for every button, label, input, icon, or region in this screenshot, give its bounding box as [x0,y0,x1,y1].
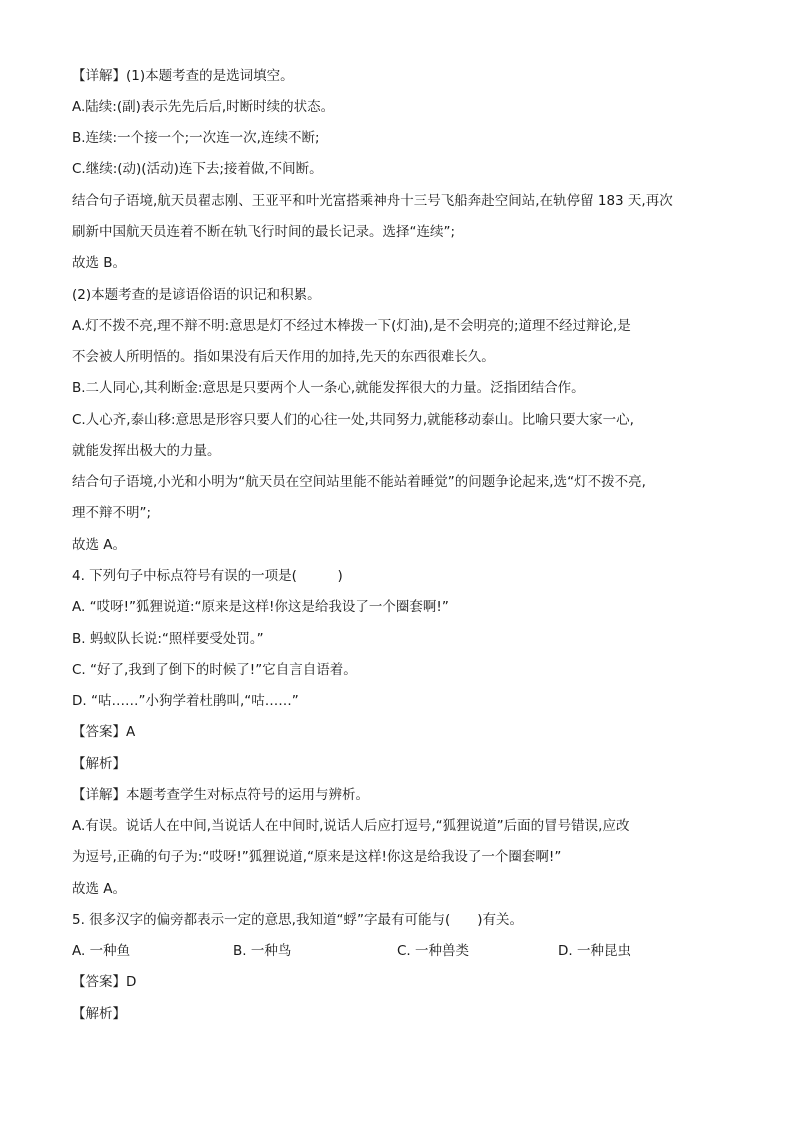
option-b-explanation: B.连续:一个接一个;一次连一次,连续不断; [72,130,320,146]
question-4-option-c: C. “好了,我到了倒下的时候了!”它自言自语着。 [72,662,357,678]
proverb-a-line-1: A.灯不拨不亮,理不辩不明:意思是灯不经过木棒拨一下(灯油),是不会明亮的;道理不经过辩论,是 [72,318,631,334]
question-5-option-c: C. 一种兽类 [397,943,470,959]
question-4-option-b: B. 蚂蚁队长说:“照样要受处罚。” [72,631,264,647]
answer-choice-1: 故选 B。 [72,255,127,271]
question-5-option-b: B. 一种鸟 [233,943,292,959]
answer-choice-2: 故选 A。 [72,537,127,553]
proverb-c-line-2: 就能发挥出极大的力量。 [72,443,221,459]
question-4-stem: 4. 下列句子中标点符号有误的一项是( ) [72,568,343,584]
question-5-option-d: D. 一种昆虫 [558,943,631,959]
detail-heading-q3-1: 【详解】(1)本题考查的是选词填空。 [72,68,294,84]
question-4-detail-a-line-1: A.有误。说话人在中间,当说话人在中间时,说话人后应打逗号,“狐狸说道”后面的冒号错误,应改 [72,818,630,834]
option-a-explanation: A.陆续:(副)表示先先后后,时断时续的状态。 [72,99,335,115]
question-5-analysis-label: 【解析】 [72,1006,126,1022]
question-4-option-a: A. “哎呀!”狐狸说道:“原来是这样!你这是给我设了一个圈套啊!” [72,599,449,615]
question-4-answer-choice: 故选 A。 [72,881,127,897]
detail-heading-q3-2: (2)本题考查的是谚语俗语的识记和积累。 [72,287,321,303]
question-5-answer: 【答案】D [72,974,137,990]
option-c-explanation: C.继续:(动)(活动)连下去;接着做,不间断。 [72,161,323,177]
question-4-option-d: D. “咕……”小狗学着杜鹃叫,“咕……” [72,693,299,709]
question-4-detail-a-line-2: 为逗号,正确的句子为:“哎呀!”狐狸说道,“原来是这样!你这是给我设了一个圈套啊!” [72,849,562,865]
proverb-b: B.二人同心,其利断金:意思是只要两个人一条心,就能发挥很大的力量。泛指团结合作。 [72,380,585,396]
proverb-c-line-1: C.人心齐,泰山移:意思是形容只要人们的心往一处,共同努力,就能移动泰山。比喻只要大家一心, [72,412,634,428]
proverb-a-line-2: 不会被人所明悟的。指如果没有后天作用的加持,先天的东西很难长久。 [72,349,495,365]
question-4-detail: 【详解】本题考查学生对标点符号的运用与辨析。 [72,787,369,803]
question-5-stem: 5. 很多汉字的偏旁都表示一定的意思,我知道“蜉”字最有可能与( )有关。 [72,912,523,928]
question-5-option-a: A. 一种鱼 [72,943,131,959]
context-line-2: 刷新中国航天员连着不断在轨飞行时间的最长记录。选择“连续”; [72,224,456,240]
context-q3-2-line-1: 结合句子语境,小光和小明为“航天员在空间站里能不能站着睡觉”的问题争论起来,选“灯不拨不亮, [72,474,646,490]
question-5-options [72,941,732,961]
question-4-analysis-label: 【解析】 [72,756,126,772]
question-4-answer: 【答案】A [72,724,136,740]
context-line-1: 结合句子语境,航天员翟志刚、王亚平和叶光富搭乘神舟十三号飞船奔赴空间站,在轨停留 183 天,再次 [72,193,673,209]
context-q3-2-line-2: 理不辩不明”; [72,505,152,521]
